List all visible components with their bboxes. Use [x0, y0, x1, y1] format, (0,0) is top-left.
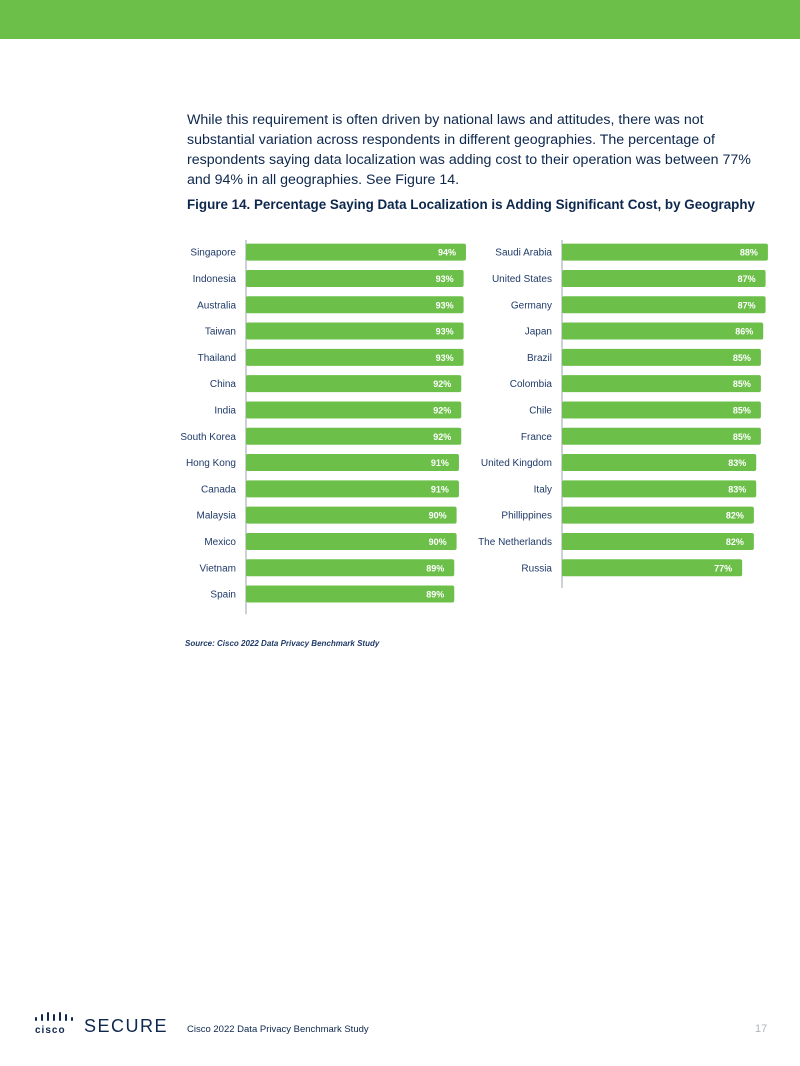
category-label: France [520, 431, 552, 443]
bar-hong-kong [246, 454, 459, 471]
category-label: Germany [510, 300, 552, 312]
value-label: 92% [433, 431, 452, 442]
category-label: Canada [200, 484, 236, 496]
bar-united-states [562, 270, 766, 287]
value-label: 83% [728, 458, 747, 469]
value-label: 82% [725, 510, 744, 521]
category-label: Russia [521, 563, 552, 575]
bar-germany [562, 296, 766, 313]
category-label: Taiwan [204, 326, 236, 338]
category-label: United States [491, 273, 552, 285]
category-label: India [214, 405, 236, 417]
value-label: 85% [732, 379, 751, 390]
bar-vietnam [246, 559, 454, 576]
value-label: 93% [435, 300, 454, 311]
intro-paragraph: While this requirement is often driven by national laws and attitudes, there was not substantial variation across respondents in different geographies. The percentage of respondents saying data localization was adding cost to their operation was between 77% and 94% in all geographies. See Figure 14. [187, 112, 751, 188]
bar-france [562, 428, 761, 445]
category-label: Mexico [204, 536, 236, 548]
value-label: 87% [737, 300, 756, 311]
bar-taiwan [246, 323, 464, 340]
category-label: Japan [524, 326, 552, 338]
bar-canada [246, 480, 459, 497]
figure-title: Figure 14. Percentage Saying Data Localization is Adding Significant Cost, by Geography [187, 197, 755, 212]
top-accent-bar [0, 0, 800, 39]
value-label: 94% [437, 247, 456, 258]
bar-australia [246, 296, 464, 313]
category-label: Malaysia [196, 510, 236, 522]
chart-panel-geographies-left [180, 240, 466, 614]
category-label: Brazil [526, 352, 552, 364]
footer-study-name: Cisco 2022 Data Privacy Benchmark Study [187, 1024, 369, 1035]
value-label: 85% [732, 405, 751, 416]
bar-united-kingdom [562, 454, 756, 471]
category-label: Indonesia [192, 273, 236, 285]
category-label: United Kingdom [480, 458, 552, 470]
value-label: 85% [732, 431, 751, 442]
bar-colombia [562, 375, 761, 392]
category-label: Italy [533, 484, 552, 496]
category-label: China [209, 379, 236, 391]
logo-wordmark: cisco [35, 1025, 66, 1036]
category-label: Phillippines [501, 510, 552, 522]
cisco-bars-icon [35, 1012, 73, 1021]
value-label: 93% [435, 326, 454, 337]
category-label: Colombia [509, 379, 552, 391]
category-label: Hong Kong [185, 458, 236, 470]
value-label: 82% [725, 536, 744, 547]
bar-saudi-arabia [562, 244, 768, 261]
category-label: Australia [197, 300, 236, 312]
bar-thailand [246, 349, 464, 366]
value-label: 88% [739, 247, 758, 258]
bar-chile [562, 401, 761, 418]
value-label: 86% [735, 326, 754, 337]
category-label: Saudi Arabia [495, 247, 552, 259]
bar-south-korea [246, 428, 461, 445]
bar-singapore [246, 244, 466, 261]
category-label: The Netherlands [478, 536, 552, 548]
category-label: South Korea [180, 431, 236, 443]
bar-brazil [562, 349, 761, 366]
value-label: 85% [732, 352, 751, 363]
value-label: 77% [714, 563, 733, 574]
category-label: Vietnam [199, 563, 236, 575]
category-label: Spain [210, 589, 236, 601]
bar-italy [562, 480, 756, 497]
value-label: 87% [737, 273, 756, 284]
category-label: Singapore [190, 247, 236, 259]
page-number: 17 [755, 1023, 768, 1035]
value-label: 91% [430, 484, 449, 495]
value-label: 92% [433, 379, 452, 390]
bar-mexico [246, 533, 457, 550]
chart-panel-geographies-right [478, 240, 768, 588]
value-label: 90% [428, 536, 447, 547]
value-label: 83% [728, 484, 747, 495]
logo-product-name: SECURE [84, 1016, 169, 1036]
bar-india [246, 401, 461, 418]
bar-malaysia [246, 507, 457, 524]
value-label: 91% [430, 458, 449, 469]
category-label: Thailand [197, 352, 236, 364]
category-label: Chile [529, 405, 552, 417]
value-label: 89% [426, 589, 445, 600]
bar-indonesia [246, 270, 464, 287]
value-label: 90% [428, 510, 447, 521]
bar-chart [0, 230, 800, 615]
value-label: 92% [433, 405, 452, 416]
bar-china [246, 375, 461, 392]
source-note: Source: Cisco 2022 Data Privacy Benchmark Study [185, 639, 380, 648]
bar-spain [246, 586, 454, 603]
bar-japan [562, 323, 763, 340]
value-label: 93% [435, 352, 454, 363]
value-label: 93% [435, 273, 454, 284]
value-label: 89% [426, 563, 445, 574]
